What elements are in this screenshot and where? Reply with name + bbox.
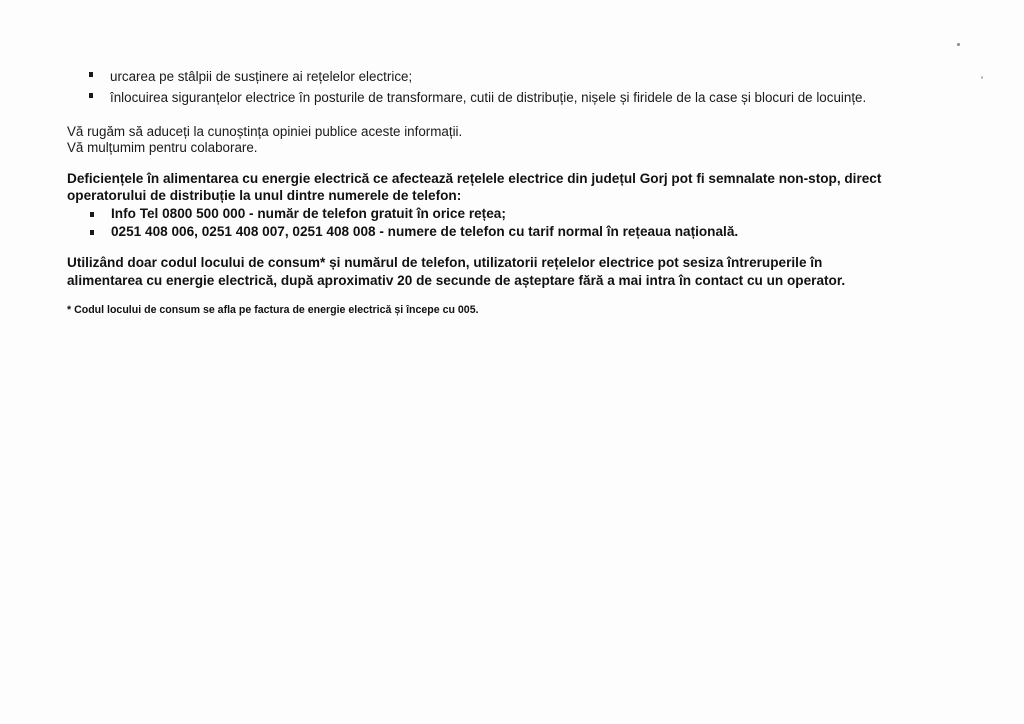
closing-thanks: Vă mulțumim pentru colaborare. <box>67 140 258 155</box>
automated-paragraph-line: Utilizând doar codul locului de consum* și numărul de telefon, utilizatorii rețelelor electrice pot sesiza întreruperile în <box>67 255 823 270</box>
scan-speck <box>957 43 960 46</box>
works-list-item: înlocuirea siguranțelor electrice în posturile de transformare, cutii de distribuție, nișele și firidele de la case și blocuri de locuințe. <box>110 90 867 105</box>
report-paragraph-line: Deficiențele în alimentarea cu energie electrică ce afectează rețelele electrice din județul Gorj pot fi semnalate non-stop, direct <box>67 171 882 186</box>
bullet-marker <box>90 230 94 235</box>
phone-list-item: 0251 408 006, 0251 408 007, 0251 408 008 - numere de telefon cu tarif normal în rețeaua națională. <box>111 224 739 239</box>
scan-speck <box>981 76 983 79</box>
footnote: * Codul locului de consum se afla pe factura de energie electrică și începe cu 005. <box>67 304 479 316</box>
bullet-marker <box>89 93 93 98</box>
report-paragraph-line: operatorului de distribuție la unul dintre numerele de telefon: <box>67 188 462 203</box>
bullet-marker <box>90 212 94 217</box>
closing-request: Vă rugăm să aduceți la cunoștința opiniei publice aceste informații. <box>67 124 463 139</box>
works-list-item: urcarea pe stâlpii de susținere ai rețelelor electrice; <box>110 69 413 84</box>
automated-paragraph-line: alimentarea cu energie electrică, după aproximativ 20 de secunde de așteptare fără a mai intra în contact cu un operator. <box>67 273 846 288</box>
bullet-marker <box>89 72 93 77</box>
phone-list-item: Info Tel 0800 500 000 - număr de telefon gratuit în orice rețea; <box>111 206 506 221</box>
